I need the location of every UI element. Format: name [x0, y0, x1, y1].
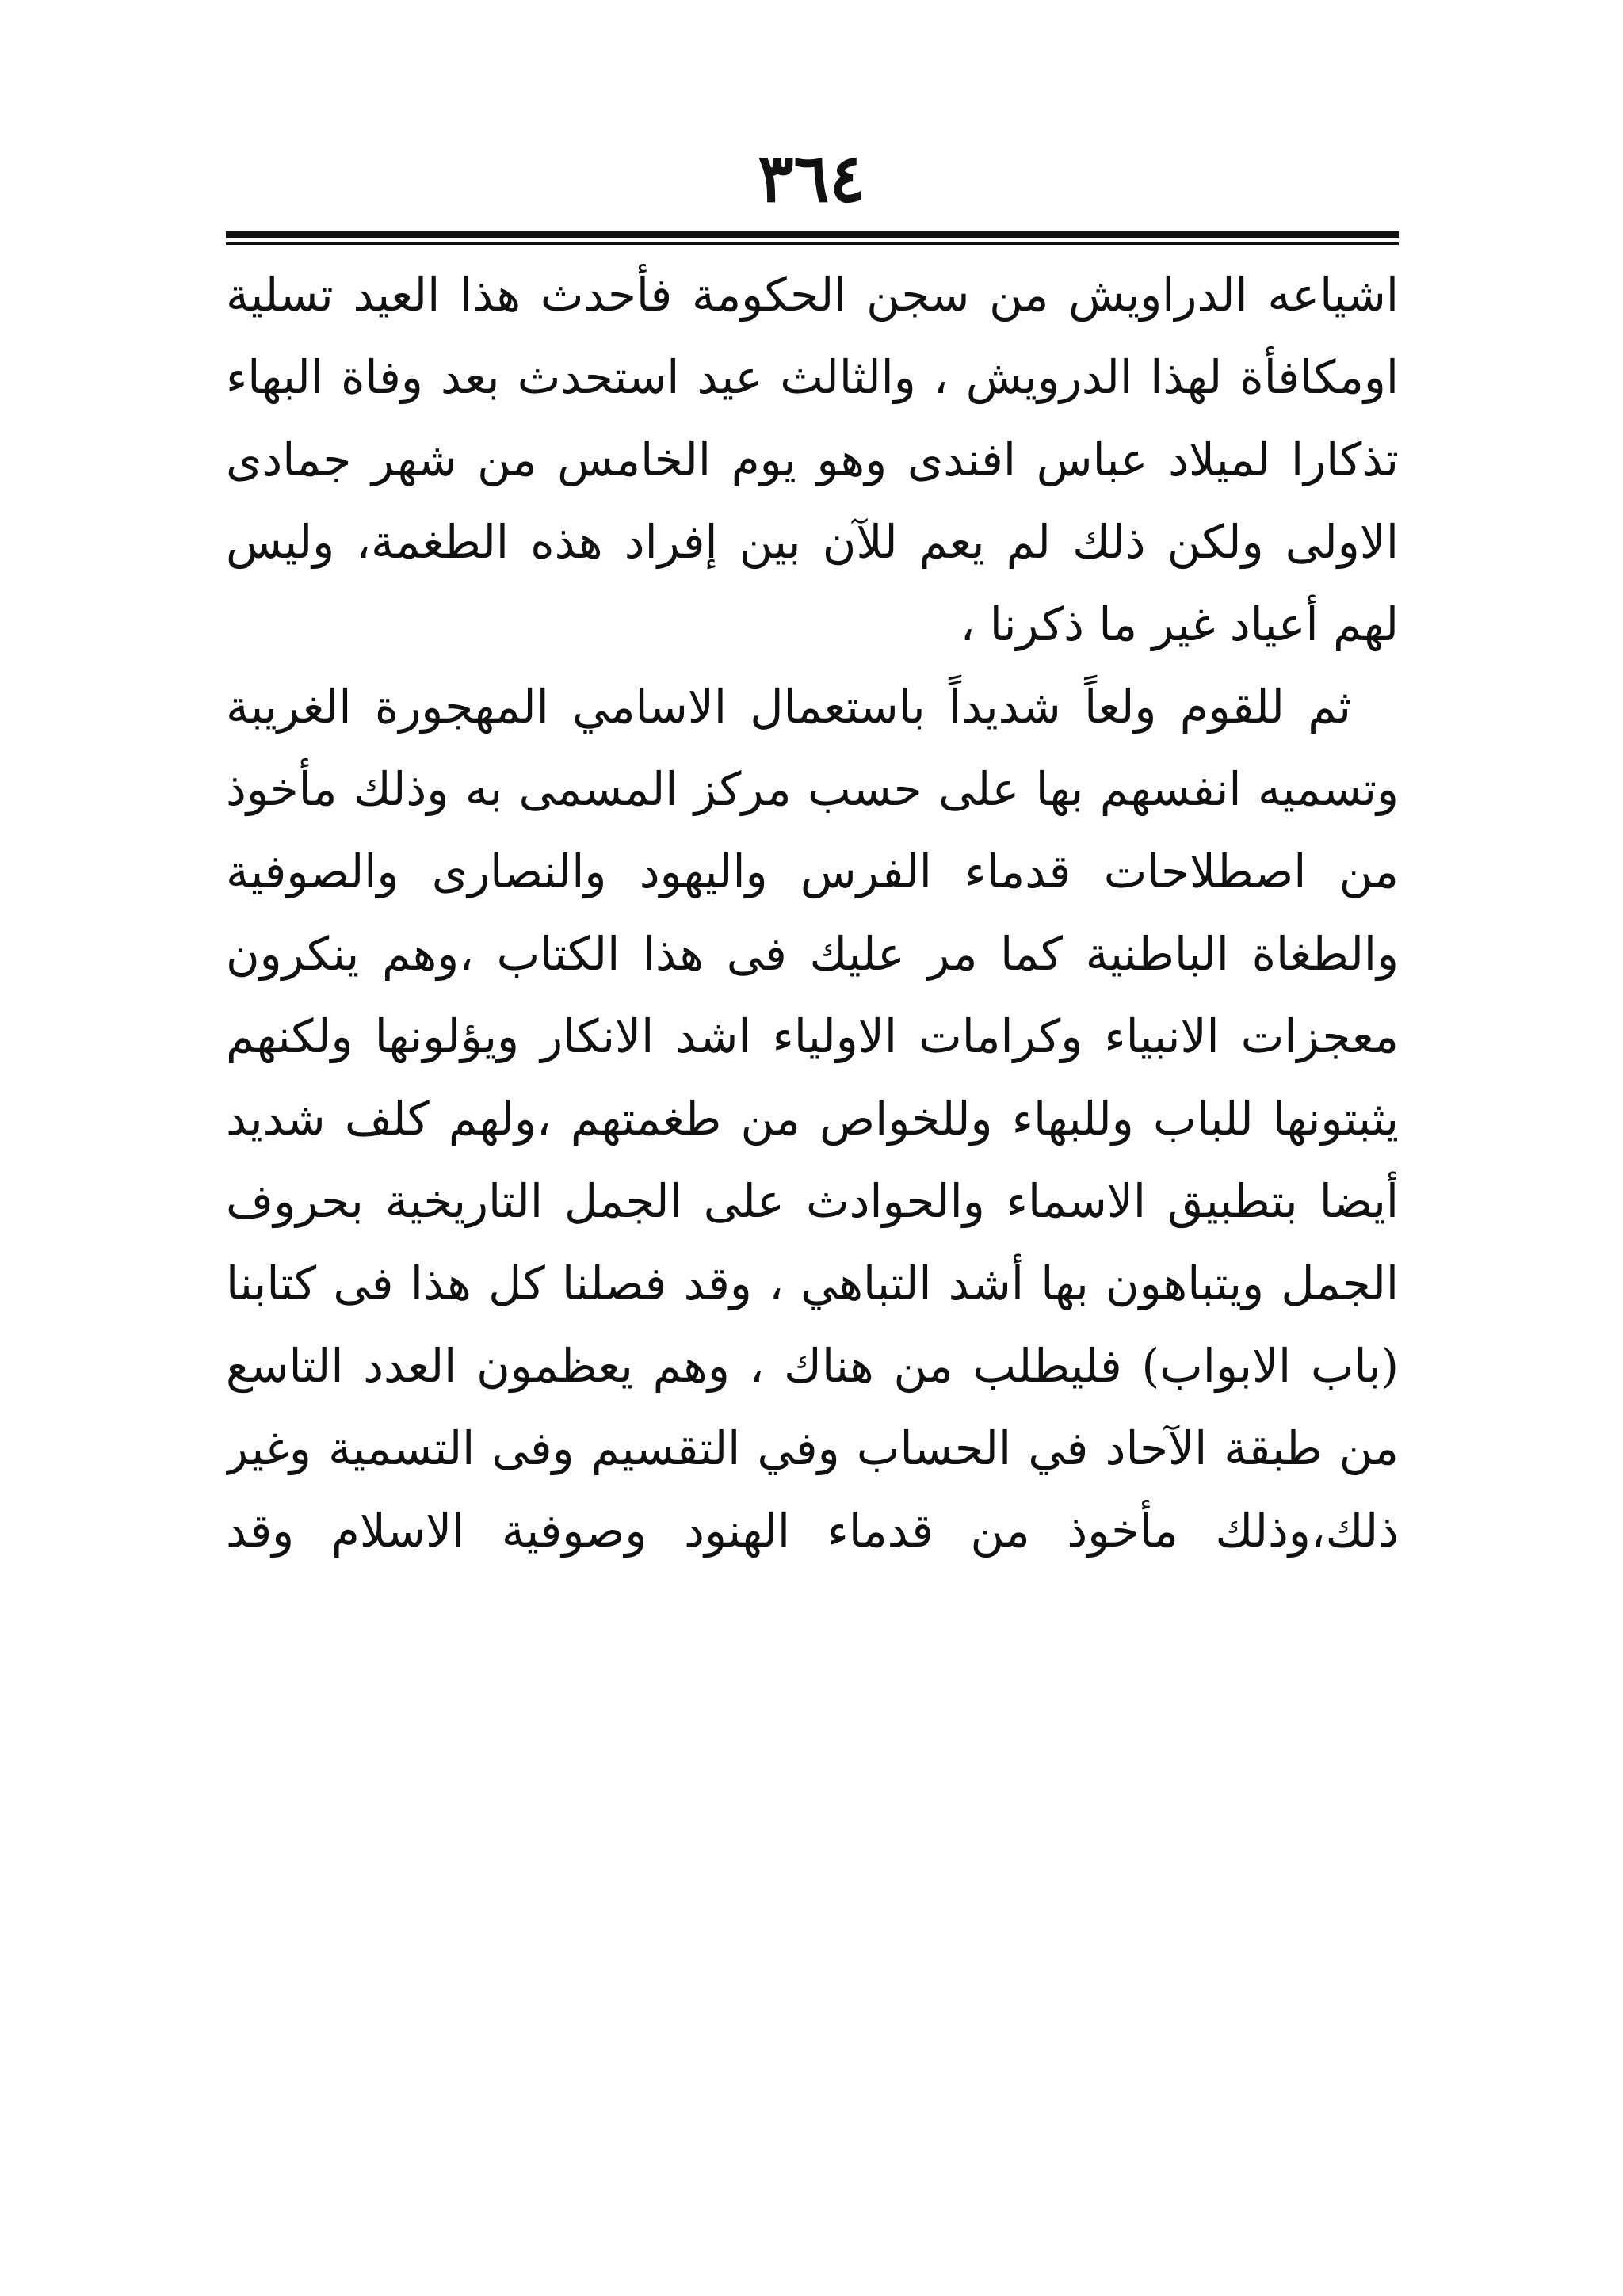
- text-line: الجمل ويتباهون بها أشد التباهي ، وقد فصلنا كل هذا فى كتابنا: [226, 1257, 1399, 1310]
- header-rule-thick: [226, 231, 1399, 238]
- text-line: وتسميه انفسهم بها على حسب مركز المسمى به وذلك مأخوذ: [226, 762, 1399, 816]
- text-line: من طبقة الآحاد في الحساب وفي التقسيم وفى التسمية وغير: [226, 1421, 1399, 1475]
- text-line: اومكافأة لهذا الدرويش ، والثالث عيد استحدث بعد وفاة البهاء: [226, 350, 1399, 404]
- body-text: [226, 254, 1399, 1572]
- text-line: ثم للقوم ولعاً شديداً باستعمال الاسامي المهجورة الغريبة: [226, 680, 1351, 734]
- text-line: (باب الابواب) فليطلب من هناك ، وهم يعظمون العدد التاسع: [226, 1339, 1399, 1393]
- text-line: والطغاة الباطنية كما مر عليك فى هذا الكتاب ،وهم ينكرون: [226, 927, 1399, 981]
- text-line: أيضا بتطبيق الاسماء والحوادث على الجمل التاريخية بحروف: [226, 1174, 1399, 1228]
- text-line: يثبتونها للباب وللبهاء وللخواص من طغمتهم ،ولهم كلف شديد: [226, 1092, 1399, 1146]
- header-rule-thin: [226, 242, 1399, 245]
- text-line: تذكارا لميلاد عباس افندى وهو يوم الخامس من شهر جمادى: [226, 433, 1399, 486]
- text-line: من اصطلاحات قدماء الفرس واليهود والنصارى والصوفية: [226, 845, 1399, 898]
- text-line: الاولى ولكن ذلك لم يعم للآن بين إفراد هذه الطغمة، وليس: [226, 515, 1399, 569]
- text-line: ذلك،وذلك مأخوذ من قدماء الهنود وصوفية الاسلام وقد: [226, 1504, 1399, 1558]
- page-number: ٣٦٤: [758, 139, 865, 217]
- text-line: معجزات الانبياء وكرامات الاولياء اشد الانكار ويؤلونها ولكنهم: [226, 1009, 1399, 1063]
- text-line: اشياعه الدراويش من سجن الحكومة فأحدث هذا العيد تسلية: [226, 268, 1399, 322]
- text-line: لهم أعياد غير ما ذكرنا ،: [960, 597, 1399, 651]
